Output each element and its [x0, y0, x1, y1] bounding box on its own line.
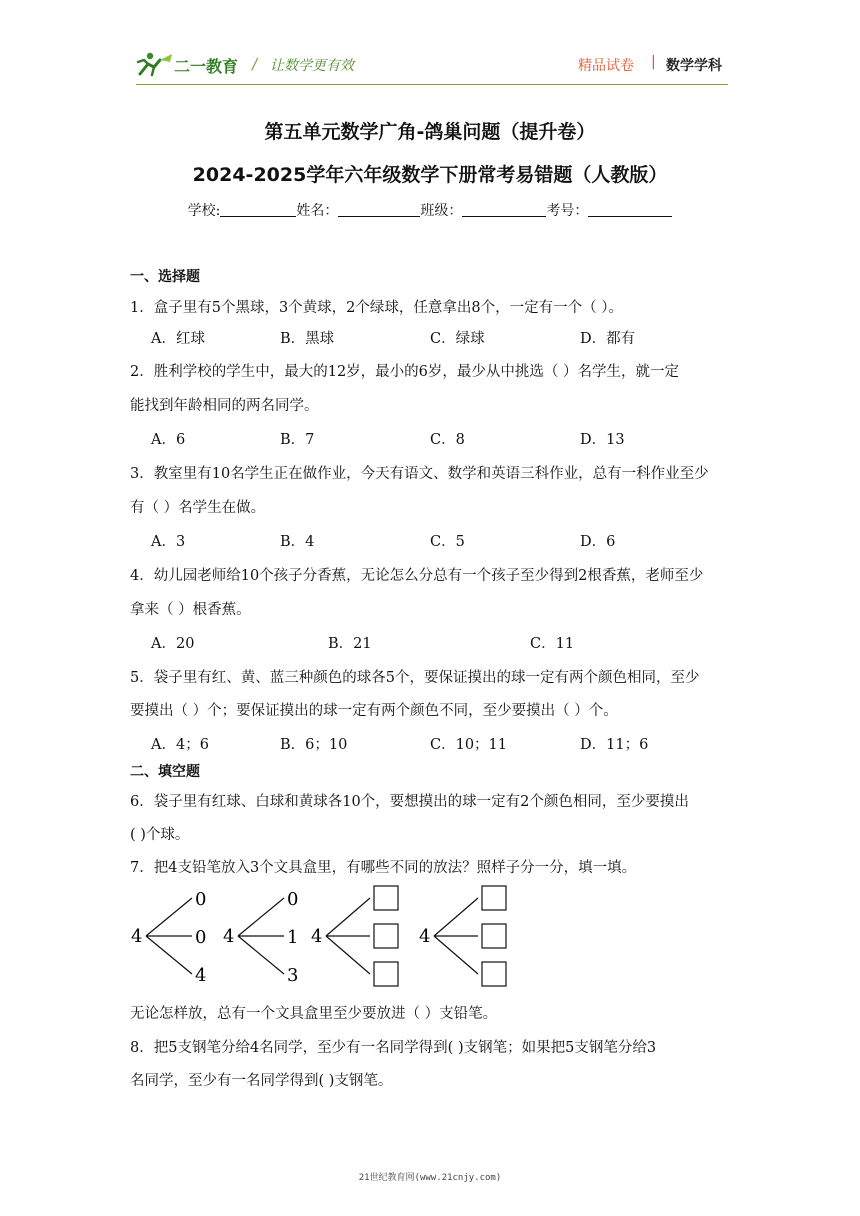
q1-option-d[interactable]: D．都有 [580, 331, 636, 347]
q5-option-b[interactable]: B．6；10 [280, 737, 348, 753]
q3-option-c[interactable]: C．5 [430, 534, 465, 550]
q2-option-c[interactable]: C．8 [430, 432, 465, 448]
q6-line2: ( )个球。 [130, 827, 190, 843]
q3-option-a[interactable]: A．3 [151, 534, 186, 550]
logo [136, 50, 246, 78]
school-label: 学校: [187, 203, 221, 219]
q2-option-b[interactable]: B．7 [280, 432, 315, 448]
header-subject: 数学学科 [666, 58, 722, 74]
header-slash: / [252, 55, 258, 73]
q1-option-c[interactable]: C．绿球 [430, 331, 485, 347]
tree2-top: 0 [287, 889, 299, 910]
tree1-bottom: 4 [195, 965, 207, 986]
q8-line1: 8．把5支钢笔分给4名同学，至少有一名同学得到( )支钢笔；如果把5支钢笔分给3 [130, 1040, 657, 1056]
q4-option-a[interactable]: A．20 [151, 636, 195, 652]
class-blank[interactable] [462, 202, 546, 217]
tree3-box-bottom[interactable] [374, 962, 398, 986]
tree4-root: 4 [419, 926, 431, 947]
q3-option-d[interactable]: D．6 [580, 534, 616, 550]
q5-line1: 5．袋子里有红、黄、蓝三种颜色的球各5个，要保证摸出的球一定有两个颜色相同，至少 [130, 670, 700, 686]
tree3-root: 4 [311, 926, 323, 947]
q4-line1: 4．幼儿园老师给10个孩子分香蕉，无论怎么分总有一个孩子至少得到2根香蕉，老师至少 [130, 568, 704, 584]
q6-line1: 6．袋子里有红球、白球和黄球各10个，要想摸出的球一定有2个颜色相同，至少要摸出 [130, 794, 689, 810]
q2-line1: 2．胜利学校的学生中，最大的12岁，最小的6岁，最少从中挑选（ ）名学生，就一定 [130, 364, 680, 380]
tree2-bottom: 3 [287, 965, 299, 986]
q5-option-a[interactable]: A．4；6 [151, 737, 209, 753]
q3-line1: 3．教室里有10名学生正在做作业，今天有语文、数学和英语三科作业，总有一科作业至少 [130, 466, 709, 482]
header-slogan: 让数学更有效 [270, 58, 354, 74]
section-fill: 二、填空题 [130, 764, 200, 780]
footer-source: 21世纪教育网(www.21cnjy.com) [358, 1173, 502, 1183]
q7-text: 7．把4支铅笔放入3个文具盒里，有哪些不同的放法？照样子分一分，填一填。 [130, 860, 637, 876]
q5-line2: 要摸出（ ）个；要保证摸出的球一定有两个颜色不同，至少要摸出（ ）个。 [130, 703, 618, 719]
header-divider: | [651, 54, 656, 70]
tree2-middle: 1 [287, 927, 299, 948]
tree2-root: 4 [223, 926, 235, 947]
section-choice: 一、选择题 [130, 269, 200, 285]
name-blank[interactable] [338, 202, 420, 217]
q2-option-a[interactable]: A．6 [151, 432, 186, 448]
q5-option-c[interactable]: C．10；11 [430, 737, 507, 753]
tree1-middle: 0 [195, 927, 207, 948]
school-blank[interactable] [220, 202, 296, 217]
name-label: 姓名： [296, 203, 339, 219]
q2-line2: 能找到年龄相同的两名同学。 [130, 398, 319, 414]
tree1-top: 0 [195, 889, 207, 910]
q4-line2: 拿来（ ）根香蕉。 [130, 602, 251, 618]
tree3-box-top[interactable] [374, 886, 398, 910]
q7-diagram [120, 880, 540, 992]
logo-text: 二一教育 [174, 57, 239, 76]
tree1-root: 4 [131, 926, 143, 947]
exam-no-label: 考号： [546, 203, 589, 219]
tree4-box-middle[interactable] [482, 924, 506, 948]
exam-no-blank[interactable] [588, 202, 672, 217]
page-title: 第五单元数学广角-鸽巢问题（提升卷） [264, 121, 596, 143]
q4-option-c[interactable]: C．11 [530, 636, 575, 652]
tree3-box-middle[interactable] [374, 924, 398, 948]
q7-after: 无论怎样放，总有一个文具盒里至少要放进（ ）支铅笔。 [130, 1006, 498, 1022]
q1-option-b[interactable]: B．黑球 [280, 331, 335, 347]
q1-option-a[interactable]: A．红球 [151, 331, 205, 347]
tree4-box-bottom[interactable] [482, 962, 506, 986]
header-quality: 精品试卷 [578, 58, 634, 74]
page-subtitle: 2024-2025学年六年级数学下册常考易错题（人教版） [192, 164, 668, 186]
q1-text: 1．盒子里有5个黑球，3个黄球，2个绿球，任意拿出8个，一定有一个（ ）。 [130, 300, 623, 316]
q3-option-b[interactable]: B．4 [280, 534, 315, 550]
runner-icon [138, 53, 172, 75]
q8-line2: 名同学，至少有一名同学得到( )支钢笔。 [130, 1073, 393, 1089]
header-rule [136, 84, 728, 85]
tree4-box-top[interactable] [482, 886, 506, 910]
class-label: 班级： [420, 203, 463, 219]
q4-option-b[interactable]: B．21 [328, 636, 372, 652]
q2-option-d[interactable]: D．13 [580, 432, 625, 448]
q3-line2: 有（ ）名学生在做。 [130, 500, 266, 516]
q5-option-d[interactable]: D．11；6 [580, 737, 649, 753]
student-info [0, 200, 860, 220]
